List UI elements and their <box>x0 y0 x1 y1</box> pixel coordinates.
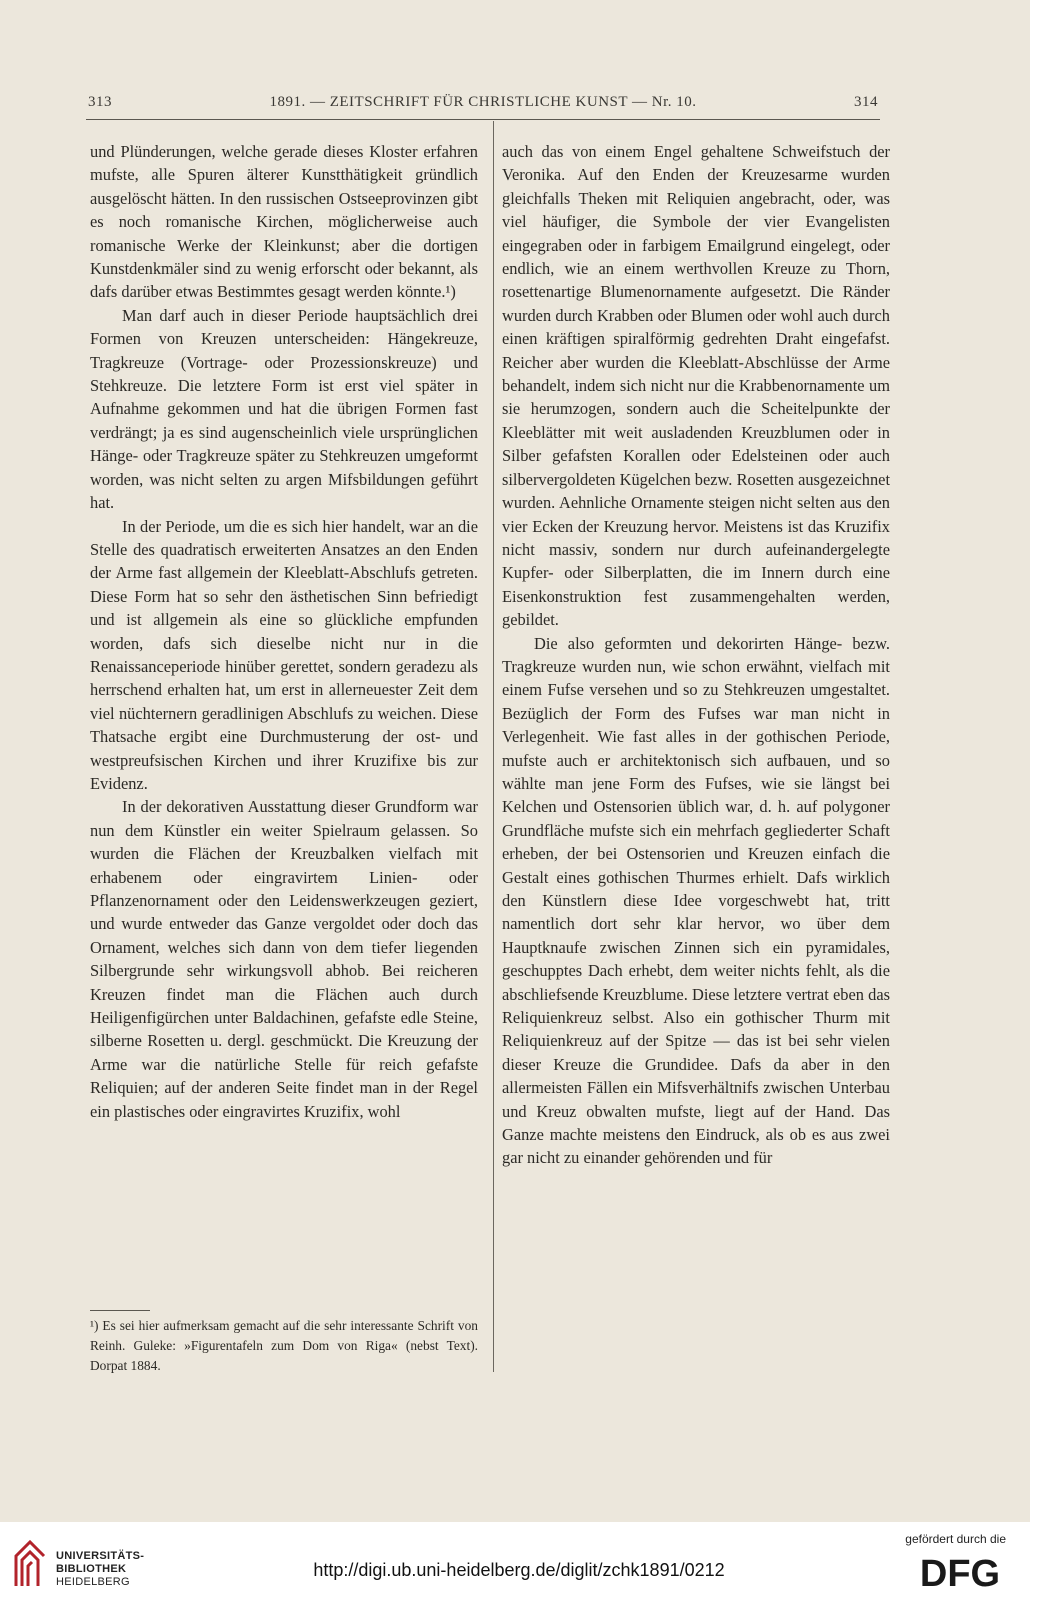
source-url-link[interactable]: http://digi.ub.uni-heidelberg.de/diglit/zchk1891/0212 <box>313 1560 725 1580</box>
paragraph: In der dekorativen Ausstattung dieser Grundform war nun dem Künstler ein weiter Spielraum gelassen. So wurden die Flächen der Kreuzbalken vielfach mit erhabenem oder eingravirtem Linien- oder Pflanzenornament oder den Leidenswerkzeugen geziert, und wurde entweder das Ganze vergoldet oder doch das Ornament, welches sich dann von dem tiefer liegenden Silbergrunde sehr wirkungsvoll abhob. Bei reicheren Kreuzen findet man die Flächen auch durch Heiligenfigürchen unter Baldachinen, gefafste edle Steine, silberne Rosetten u. dergl. geschmückt. Die Kreuzung der Arme war die natürliche Stelle für reich gefafste Reliquien; auf der anderen Seite findet man in der Regel ein plastisches oder eingravirtes Kruzifix, wohl <box>90 797 478 1121</box>
dfg-logo-icon <box>910 1548 1010 1592</box>
paragraph: Man darf auch in dieser Periode hauptsächlich drei Formen von Kreuzen unterscheiden: Hängekreuze, Tragkreuze (Vortrage- oder Prozessionskreuze) und Stehkreuze. Die letztere Form ist erst viel später in Aufnahme gekommen und hat die übrigen Formen fast verdrängt; ja es sind augenscheinlich viele ursprünglichen Hänge- oder Tragkreuze später zu Stehkreuzen umgeformt worden, was nicht selten zu argen Mifsbildungen geführt hat. <box>90 305 478 513</box>
page-number-right: 314 <box>854 94 878 110</box>
paragraph: Die also geformten und dekorirten Hänge- bezw. Tragkreuze wurden nun, wie schon erwähnt, vielfach mit einem Fufse versehen und so zu Stehkreuzen umgestaltet. Bezüglich der Form des Fufses war man nicht in Verlegenheit. Wie fast alles in der gothischen Periode, mufste auch er architektonisch sich aufbauen, und so wählte man jene Form des Fufses, wie sie längst bei Kelchen und Ostensorien üblich war, d. h. auf polygoner Grundfläche mufste sich ein mehrfach gegliederter Schaft erheben, der bei Ostensorien und Kreuzen einfach die Gestalt eines gothischen Thurmes erhielt. Dafs wirklich den Künstlern diese Idee vorgeschwebt hat, tritt namentlich dort sehr klar hervor, wo über dem Hauptknaufe zwischen Zinnen sich ein pyramidales, geschupptes Dach erhebt, dem weiter nichts fehlt, als die abschliefsende Kreuzblume. Diese letztere vertrat eben das Reliquienkreuz selbst. Also ein gothischer Thurm mit Reliquienkreuz auf der Spitze — das ist bei sehr vielen dieser Kreuze die Grundidee. Dafs da aber in den allermeisten Fällen ein Mifsverhältnifs zwischen Unterbau und Kreuz obwalten mufste, liegt auf der Hand. Das Ganze machte meistens den Eindruck, als ob es aus zwei gar nicht zu einander gehörenden und für <box>502 633 890 1168</box>
running-header <box>88 94 878 116</box>
library-name: UNIVERSITÄTS- BIBLIOTHEK HEIDELBERG <box>56 1550 145 1588</box>
paragraph: und Plünderungen, welche gerade dieses Kloster erfahren mufste, alle Spuren älterer Kunstthätigkeit gründlich ausgelöscht hätten. In den russischen Ostseeprovinzen gibt es noch romanische Kirchen, möglicherweise auch romanische Werke der Kleinkunst; aber die dortigen Kunstdenkmäler sind zu wenig erforscht oder bekannt, als dafs darüber etwas Bestimmtes gesagt werden könnte.¹) <box>90 142 478 302</box>
right-column <box>502 140 890 1170</box>
paragraph: In der Periode, um die es sich hier handelt, war an die Stelle des quadratisch erweiterten Ansatzes an den Enden der Arme fast allgemein der Kleeblatt-Abschlufs getreten. Diese Form hat so sehr den ästhetischen Sinn befriedigt und ist allgemein als eine so glückliche empfunden worden, dafs sich dieselbe nicht nur in die Renaissanceperiode hinüber gerettet, sondern geradezu als herrschend erhalten hat, um erst in allerneuester Zeit dem viel nüchternern geradlinigen Abschlufs zu weichen. Diese Thatsache ergibt eine Durchmusterung der ost- und westpreufsischen Kirchen und ihrer Kruzifixe bis zur Evidenz. <box>90 516 478 793</box>
footnote: ¹) Es sei hier aufmerksam gemacht auf die sehr interessante Schrift von Reinh. Guleke: »Figurentafeln zum Dom von Riga« (nebst Text). Dorpat 1884. <box>90 1318 478 1373</box>
column-divider <box>493 121 494 1372</box>
footnote-rule <box>90 1310 150 1311</box>
header-rule <box>86 119 880 120</box>
left-column <box>90 140 478 1123</box>
paragraph: auch das von einem Engel gehaltene Schweifstuch der Veronika. Auf den Enden der Kreuzesarme wurden gleichfalls Theken mit Reliquien angebracht, oder, was viel häufiger, die Symbole der vier Evangelisten eingegraben oder in farbigem Emailgrund eingelegt, oder endlich, wie an einem werthvollen Kreuze zu Thorn, rosettenartige Blumenornamente aufgesetzt. Die Ränder wurden durch Krabben oder Blumen oder wohl auch durch einen kräftigen spiralförmig gedrehten Draht eingefafst. Reicher aber wurden die Kleeblatt-Abschlüsse der Arme behandelt, indem sich nicht nur die Krabbenornamente um sie herumzogen, sondern auch die Scheitelpunkte der Kleeblätter mit weit ausladenden Kreuzblumen oder in Silber gefafsten Korallen oder Edelsteinen oder auch silbervergoldeten Kügelchen bezw. Rosetten ausgezeichnet wurden. Aehnliche Ornamente steigen nicht selten aus den vier Ecken der Kreuzung hervor. Meistens ist das Kruzifix nicht massiv, sondern nur durch aufeinandergelegte Kupfer- oder Silberplatten, die im Innern durch eine Eisenkonstruktion fest zusammengehalten werden, gebildet. <box>502 142 890 630</box>
journal-title: 1891. — ZEITSCHRIFT FÜR CHRISTLICHE KUNST — Nr. 10. <box>269 94 697 110</box>
page-number-left: 313 <box>88 94 112 110</box>
svg-text:DFG: DFG <box>919 1553 1001 1592</box>
funding-note: gefördert durch die <box>905 1532 1006 1546</box>
footer-bar <box>0 1522 1038 1606</box>
